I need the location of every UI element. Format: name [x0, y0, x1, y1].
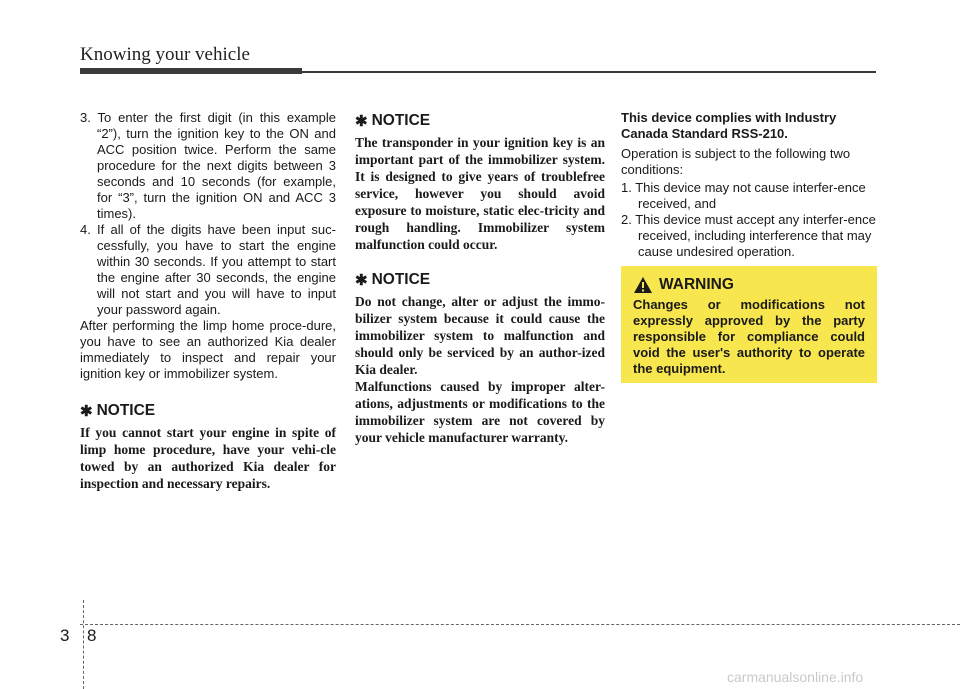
condition-item [621, 180, 877, 212]
warning-heading [633, 276, 865, 294]
warning-label: WARNING [659, 276, 734, 293]
watermark: carmanualsonline.info [727, 669, 864, 685]
step-item [80, 222, 336, 318]
page-header-title: Knowing your vehicle [80, 44, 250, 65]
notice-text: The transponder in your ignition key is an important part of the immobilizer system. It is designed to give years of troublefree service, however you should avoid exposure to moisture, static elec-tricity and rough handling. Immobilizer system malfunction could occur. [355, 135, 605, 252]
footer-rule [80, 624, 960, 625]
notice-text: Malfunctions caused by improper alter-ations, adjustments or modifications to the immobilizer system are not covered by your vehicle manufacturer warranty. [355, 379, 605, 445]
condition-number: 2. [621, 212, 636, 227]
notice-label: NOTICE [371, 112, 431, 129]
notice-label: NOTICE [96, 402, 156, 419]
step-text: If all of the digits have been input suc-cessfully, you have to start the engine within 30 seconds. If you attempt to start the engine after 30 seconds, the engine will not start and you will have to input your password again. [97, 222, 336, 317]
notice-text: If you cannot start your engine in spite of limp home procedure, have your vehi-cle towed by an authorized Kia dealer for inspection and necessary repairs. [80, 425, 336, 491]
condition-text: This device must accept any interfer-ence received, including interference that may cause undesired operation. [635, 212, 876, 259]
condition-text: This device may not cause interfer-ence received, and [635, 180, 866, 211]
step-item [80, 110, 336, 222]
warning-triangle-icon [633, 276, 653, 294]
notice-text: Do not change, alter or adjust the immo-bilizer system because it could cause the immobilizer system to malfunction and should only be serviced by an author-ized Kia dealer. [355, 294, 605, 377]
notice-label: NOTICE [371, 271, 431, 288]
cross-star-icon: ✱ [80, 403, 93, 420]
condition-number: 1. [621, 180, 636, 195]
column-right [621, 110, 877, 260]
cross-star-icon: ✱ [355, 272, 368, 289]
limp-home-paragraph: After performing the limp home proce-dure, you have to see an authorized Kia dealer immediately to inspect and repair your ignition key or immobilizer system. [80, 318, 336, 381]
conditions-intro: Operation is subject to the following two conditions: [621, 146, 851, 177]
column-middle [355, 112, 605, 446]
notice-heading [355, 112, 605, 130]
step-text: To enter the first digit (in this example “2”), turn the ignition key to the ON and ACC position twice. Perform the same procedure for the next digits between 3 seconds and 10 seconds (for example, for “3”, turn the ignition ON and ACC 3 times). [97, 110, 336, 221]
step-number: 4. [80, 222, 98, 237]
warning-text: Changes or modifications not expressly approved by the party responsible for compliance could void the user's authority to operate the equipment. [633, 297, 865, 376]
page-number: 8 [87, 626, 97, 645]
notice-heading [355, 271, 605, 289]
header-bar [80, 68, 302, 74]
header-rule [302, 71, 876, 73]
column-left [80, 110, 336, 492]
warning-box [621, 266, 877, 383]
compliance-statement: This device complies with Industry Canada Standard RSS-210. [621, 110, 837, 141]
notice-heading [80, 402, 336, 420]
footer-divider [83, 600, 84, 689]
step-number: 3. [80, 110, 98, 125]
section-number: 3 [60, 626, 70, 645]
cross-star-icon: ✱ [355, 113, 368, 130]
condition-item [621, 212, 877, 260]
